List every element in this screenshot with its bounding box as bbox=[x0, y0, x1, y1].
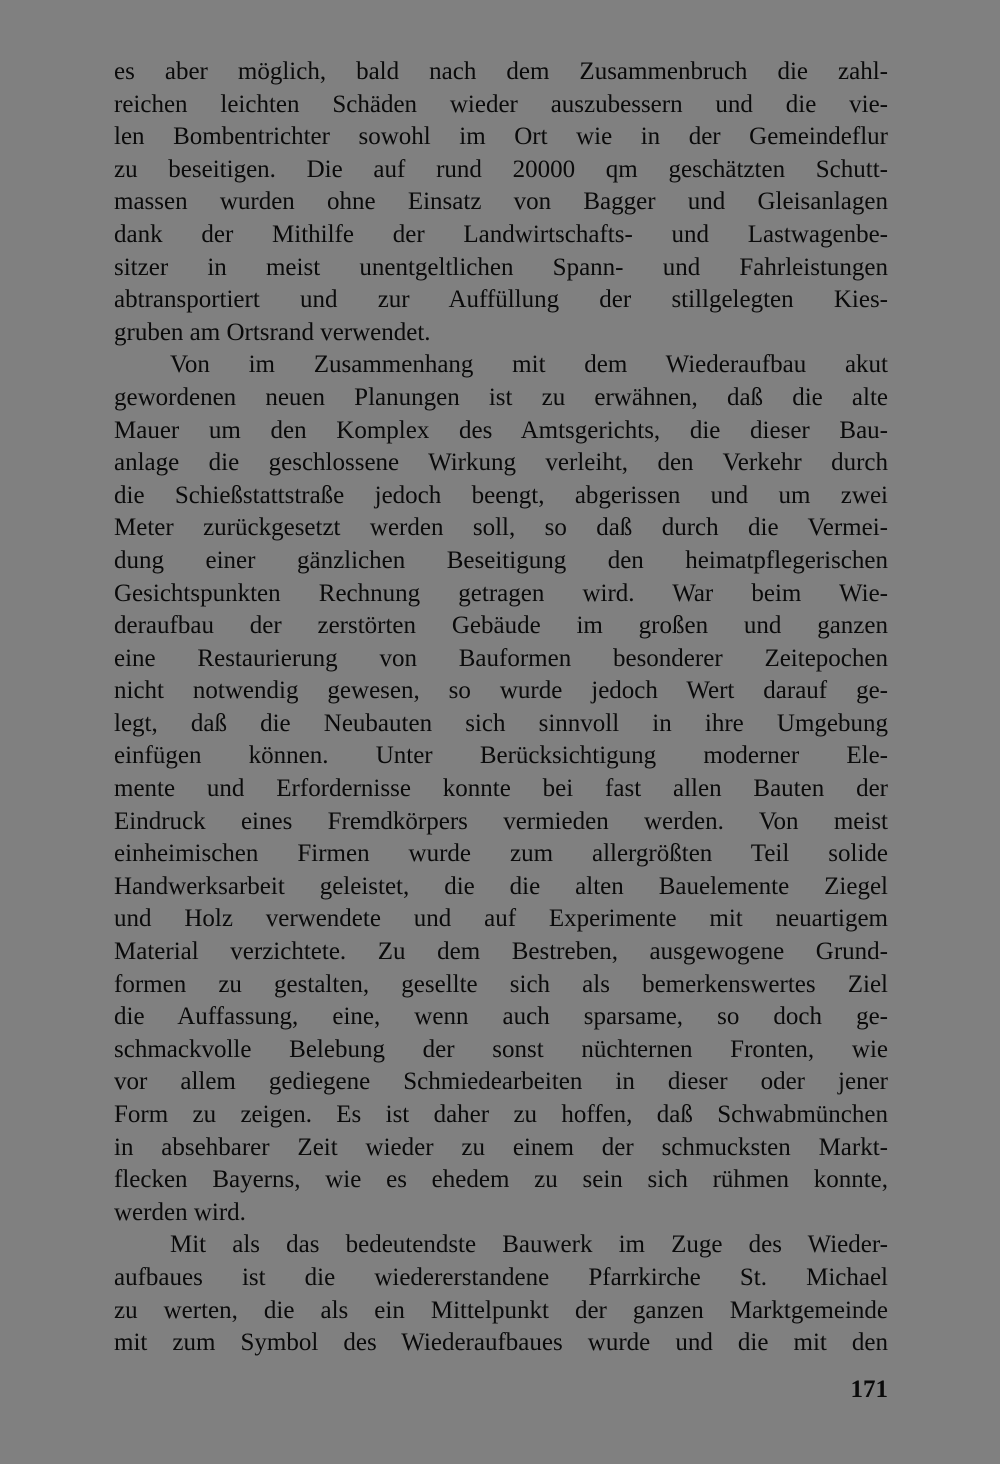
text-line: Mauer um den Komplex des Amtsgerichts, die dieser Bau- bbox=[114, 416, 888, 444]
text-line: abtransportiert und zur Auffüllung der stillgelegten Kies- bbox=[114, 286, 888, 314]
paragraph-1 bbox=[114, 56, 888, 349]
text-line: flecken Bayerns, wie es ehedem zu sein sich rühmen konnte, bbox=[114, 1166, 888, 1194]
text-line: nicht notwendig gewesen, so wurde jedoch Wert darauf ge- bbox=[114, 677, 888, 705]
text-line: Form zu zeigen. Es ist daher zu hoffen, daß Schwabmünchen bbox=[114, 1101, 888, 1128]
text-line: es aber möglich, bald nach dem Zusammenbruch die zahl- bbox=[114, 58, 888, 85]
text-line: gruben am Ortsrand verwendet. bbox=[114, 318, 431, 346]
text-line: len Bombentrichter sowohl im Ort wie in der Gemeindeflur bbox=[114, 123, 888, 151]
text-line: werden wird. bbox=[114, 1198, 246, 1226]
text-line: eine Restaurierung von Bauformen besonderer Zeitepochen bbox=[114, 644, 888, 672]
text-line: dank der Mithilfe der Landwirtschafts- und Lastwagenbe- bbox=[114, 220, 888, 248]
text-line: Handwerksarbeit geleistet, die die alten Bauelemente Ziegel bbox=[114, 872, 888, 900]
text-line: vor allem gediegene Schmiedearbeiten in dieser oder jener bbox=[114, 1068, 888, 1096]
text-line: Material verzichtete. Zu dem Bestreben, ausgewogene Grund- bbox=[114, 938, 888, 966]
page-number: 171 bbox=[850, 1376, 888, 1403]
text-line: zu werten, die als ein Mittelpunkt der ganzen Marktgemeinde bbox=[114, 1296, 888, 1324]
text-line: schmackvolle Belebung der sonst nüchternen Fronten, wie bbox=[114, 1035, 888, 1063]
text-line: Meter zurückgesetzt werden soll, so daß durch die Vermei- bbox=[114, 514, 888, 542]
text-line: legt, daß die Neubauten sich sinnvoll in ihre Umgebung bbox=[114, 709, 888, 737]
text-line: formen zu gestalten, gesellte sich als bemerkenswertes Ziel bbox=[114, 970, 888, 998]
text-line: dung einer gänzlichen Beseitigung den heimatpflegerischen bbox=[114, 546, 888, 574]
text-line: aufbaues ist die wiedererstandene Pfarrkirche St. Michael bbox=[114, 1263, 888, 1291]
text-line: die Auffassung, eine, wenn auch sparsame, so doch ge- bbox=[114, 1003, 888, 1031]
text-line: die Schießstattstraße jedoch beengt, abgerissen und um zwei bbox=[114, 481, 888, 509]
text-line: Gesichtspunkten Rechnung getragen wird. War beim Wie- bbox=[114, 579, 888, 607]
text-line: mit zum Symbol des Wiederaufbaues wurde und die mit den bbox=[114, 1329, 888, 1357]
text-line: Eindruck eines Fremdkörpers vermieden werden. Von meist bbox=[114, 807, 888, 835]
text-line: einfügen können. Unter Berücksichtigung moderner Ele- bbox=[114, 742, 888, 770]
text-line: in absehbarer Zeit wieder zu einem der schmucksten Markt- bbox=[114, 1133, 888, 1161]
text-line: anlage die geschlossene Wirkung verleiht, den Verkehr durch bbox=[114, 449, 888, 477]
page-body-text bbox=[114, 56, 888, 1360]
text-line: reichen leichten Schäden wieder auszubessern und die vie- bbox=[114, 90, 888, 118]
text-line: Von im Zusammenhang mit dem Wiederaufbau akut bbox=[170, 351, 888, 379]
text-line: einheimischen Firmen wurde zum allergrößten Teil solide bbox=[114, 840, 888, 868]
text-line: gewordenen neuen Planungen ist zu erwähnen, daß die alte bbox=[114, 383, 888, 411]
text-line: deraufbau der zerstörten Gebäude im großen und ganzen bbox=[114, 612, 888, 640]
paragraph-3 bbox=[114, 1229, 888, 1359]
text-line: Mit als das bedeutendste Bauwerk im Zuge des Wieder- bbox=[170, 1231, 888, 1259]
text-line: und Holz verwendete und auf Experimente mit neuartigem bbox=[114, 905, 888, 933]
text-line: massen wurden ohne Einsatz von Bagger und Gleisanlagen bbox=[114, 188, 888, 216]
paragraph-2 bbox=[114, 349, 888, 1229]
text-line: zu beseitigen. Die auf rund 20000 qm geschätzten Schutt- bbox=[114, 155, 888, 183]
text-line: sitzer in meist unentgeltlichen Spann- und Fahrleistungen bbox=[114, 253, 888, 281]
text-line: mente und Erfordernisse konnte bei fast allen Bauten der bbox=[114, 775, 888, 803]
